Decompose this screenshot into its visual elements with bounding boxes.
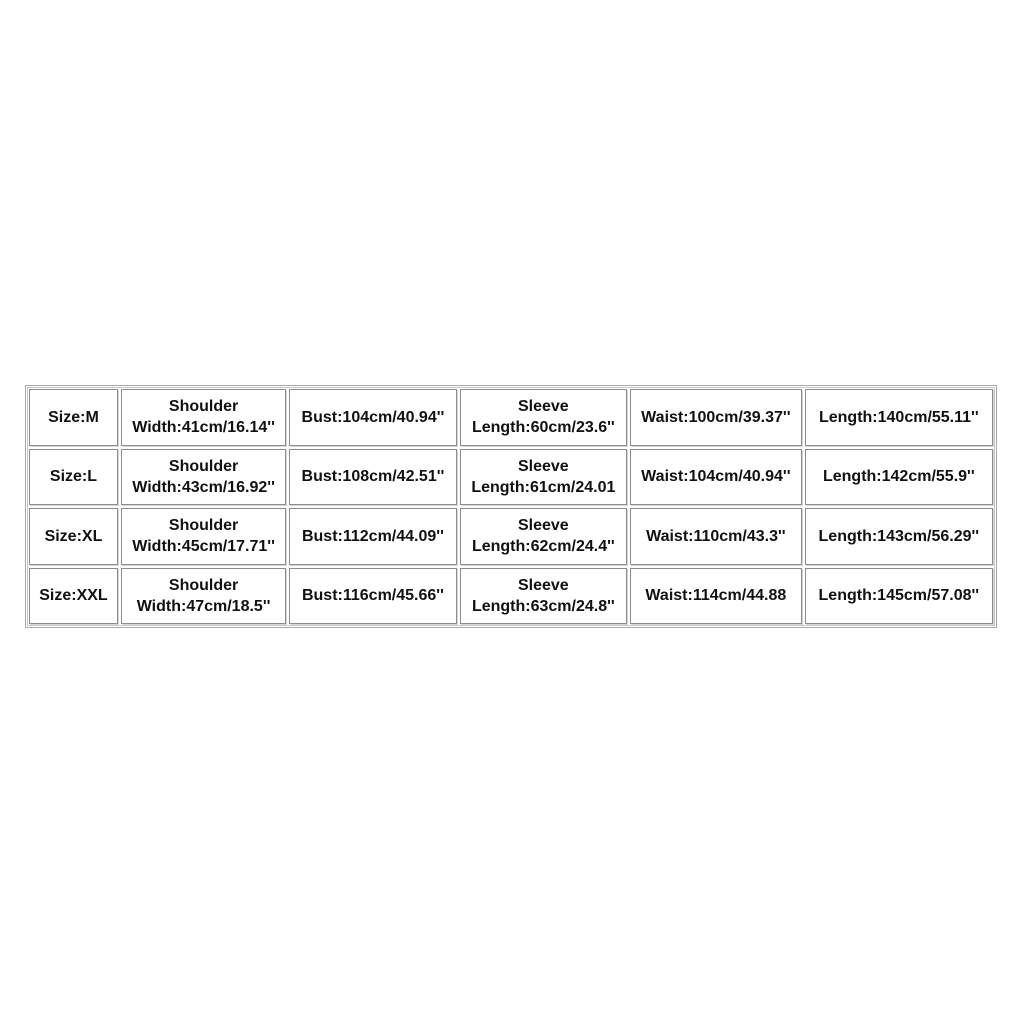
shoulder-width-cell: Shoulder Width:41cm/16.14'' [121,389,286,446]
waist-cell: Waist:110cm/43.3'' [630,508,802,565]
size-chart-table [25,385,997,628]
bust-cell: Bust:108cm/42.51'' [289,449,456,506]
size-cell: Size:L [29,449,118,506]
table-row [29,568,993,625]
bust-cell: Bust:116cm/45.66'' [289,568,456,625]
waist-cell: Waist:114cm/44.88 [630,568,802,625]
length-cell: Length:140cm/55.11'' [805,389,993,446]
waist-cell: Waist:100cm/39.37'' [630,389,802,446]
sleeve-length-cell: Sleeve Length:62cm/24.4'' [460,508,627,565]
waist-cell: Waist:104cm/40.94'' [630,449,802,506]
length-cell: Length:142cm/55.9'' [805,449,993,506]
sleeve-length-cell: Sleeve Length:61cm/24.01 [460,449,627,506]
length-cell: Length:143cm/56.29'' [805,508,993,565]
size-cell: Size:XL [29,508,118,565]
sleeve-length-cell: Sleeve Length:60cm/23.6'' [460,389,627,446]
shoulder-width-cell: Shoulder Width:43cm/16.92'' [121,449,286,506]
bust-cell: Bust:112cm/44.09'' [289,508,456,565]
sleeve-length-cell: Sleeve Length:63cm/24.8'' [460,568,627,625]
size-cell: Size:XXL [29,568,118,625]
length-cell: Length:145cm/57.08'' [805,568,993,625]
size-cell: Size:M [29,389,118,446]
shoulder-width-cell: Shoulder Width:47cm/18.5'' [121,568,286,625]
table-row [29,389,993,446]
table-row [29,449,993,506]
shoulder-width-cell: Shoulder Width:45cm/17.71'' [121,508,286,565]
table-row [29,508,993,565]
bust-cell: Bust:104cm/40.94'' [289,389,456,446]
